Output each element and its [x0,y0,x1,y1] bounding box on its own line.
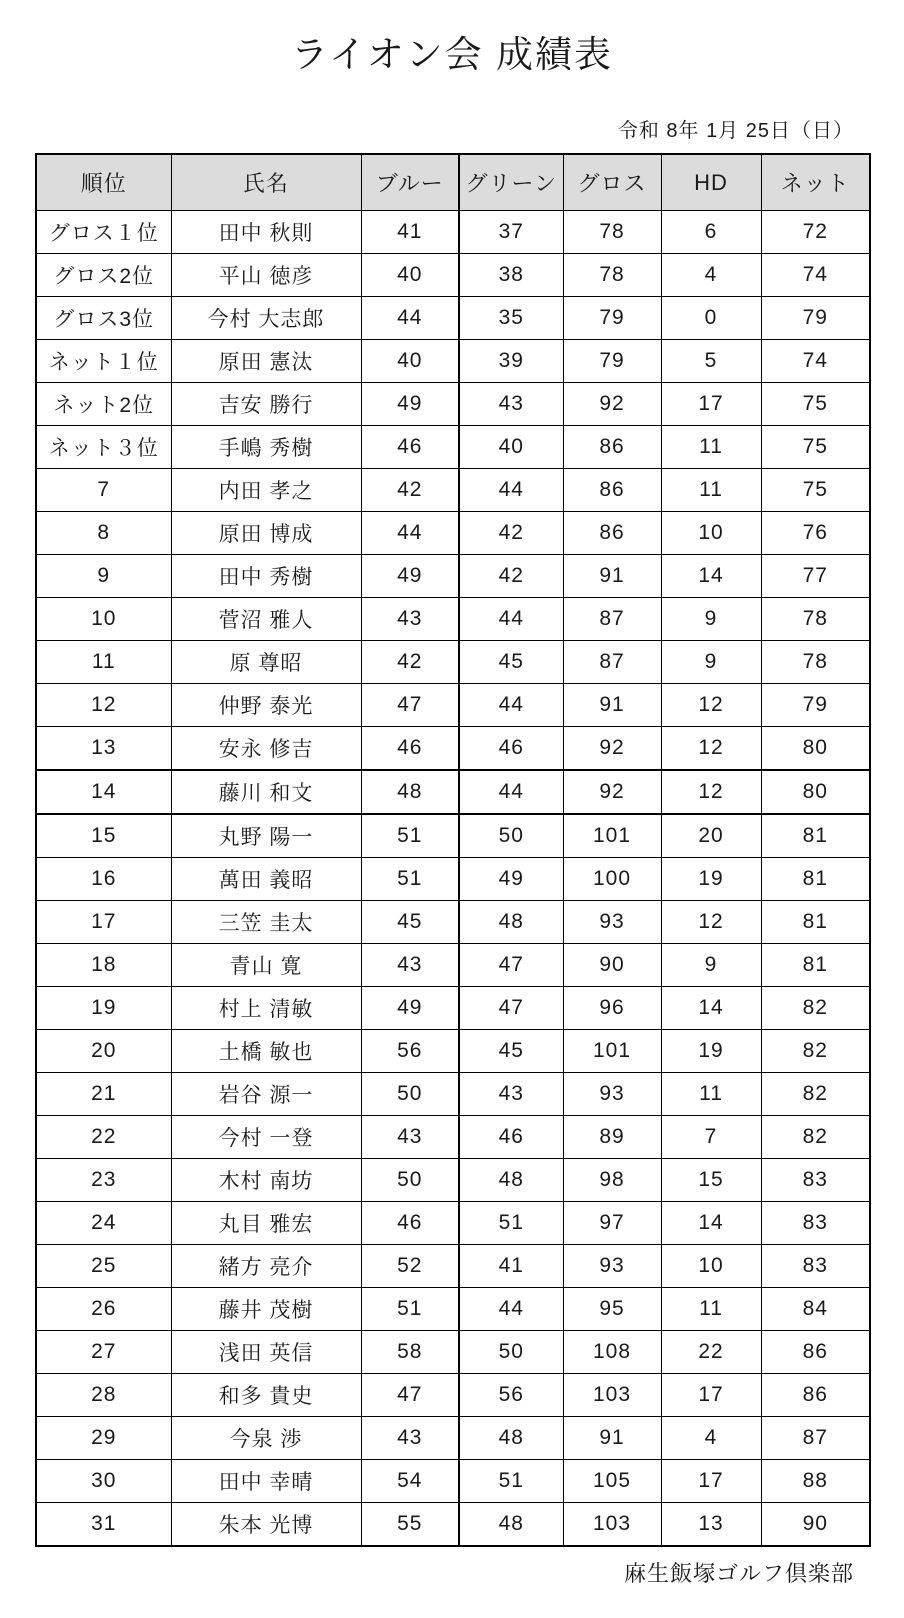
cell-hd: 9 [661,641,761,684]
cell-gross: 100 [563,858,661,901]
cell-gross: 91 [563,1417,661,1460]
table-row [36,641,870,684]
cell-net: 82 [761,1030,870,1073]
cell-hd: 11 [661,469,761,512]
cell-rank: 17 [36,901,171,944]
cell-name: 今村 大志郎 [171,297,361,340]
cell-hd: 9 [661,944,761,987]
cell-gross: 93 [563,901,661,944]
cell-gross: 89 [563,1116,661,1159]
cell-blue: 50 [361,1073,459,1116]
col-header-hd: HD [661,154,761,211]
cell-name: 今泉 渉 [171,1417,361,1460]
col-header-net: ネット [761,154,870,211]
cell-green: 45 [459,1030,563,1073]
cell-hd: 12 [661,770,761,814]
table-row [36,469,870,512]
cell-blue: 49 [361,383,459,426]
table-row [36,770,870,814]
cell-blue: 44 [361,297,459,340]
cell-gross: 78 [563,211,661,254]
page-title: ライオン会 成績表 [290,34,614,75]
cell-rank: ネット３位 [36,426,171,469]
cell-green: 47 [459,944,563,987]
cell-hd: 20 [661,814,761,858]
cell-gross: 87 [563,598,661,641]
cell-green: 44 [459,1288,563,1331]
cell-net: 75 [761,469,870,512]
table-row [36,727,870,771]
cell-net: 78 [761,641,870,684]
cell-rank: 26 [36,1288,171,1331]
col-header-gross: グロス [563,154,661,211]
table-row [36,1331,870,1374]
cell-net: 74 [761,340,870,383]
score-sheet [0,24,904,1588]
cell-gross: 96 [563,987,661,1030]
cell-gross: 86 [563,469,661,512]
table-row [36,1202,870,1245]
cell-hd: 13 [661,1503,761,1547]
table-row [36,1159,870,1202]
table-row [36,1288,870,1331]
cell-green: 35 [459,297,563,340]
cell-blue: 47 [361,1374,459,1417]
cell-blue: 47 [361,684,459,727]
cell-rank: 21 [36,1073,171,1116]
cell-net: 79 [761,297,870,340]
cell-green: 44 [459,684,563,727]
cell-green: 51 [459,1460,563,1503]
cell-hd: 4 [661,254,761,297]
cell-rank: 10 [36,598,171,641]
cell-name: 仲野 泰光 [171,684,361,727]
cell-green: 43 [459,1073,563,1116]
cell-blue: 43 [361,1116,459,1159]
date-line: 令和 8年 1月 25日（日） [617,120,854,142]
cell-hd: 12 [661,901,761,944]
cell-rank: 31 [36,1503,171,1547]
cell-gross: 92 [563,727,661,771]
cell-green: 44 [459,598,563,641]
cell-green: 45 [459,641,563,684]
cell-gross: 103 [563,1374,661,1417]
cell-net: 82 [761,1073,870,1116]
cell-rank: 8 [36,512,171,555]
cell-blue: 43 [361,1417,459,1460]
table-row [36,1460,870,1503]
cell-name: 田中 幸晴 [171,1460,361,1503]
cell-gross: 105 [563,1460,661,1503]
cell-rank: ネット１位 [36,340,171,383]
table-row [36,1503,870,1547]
cell-blue: 42 [361,469,459,512]
cell-hd: 0 [661,297,761,340]
cell-hd: 14 [661,555,761,598]
cell-blue: 43 [361,944,459,987]
cell-hd: 11 [661,426,761,469]
cell-gross: 98 [563,1159,661,1202]
cell-hd: 5 [661,340,761,383]
cell-blue: 55 [361,1503,459,1547]
cell-net: 76 [761,512,870,555]
cell-gross: 101 [563,1030,661,1073]
cell-net: 83 [761,1245,870,1288]
cell-name: 浅田 英信 [171,1331,361,1374]
cell-net: 75 [761,426,870,469]
cell-hd: 11 [661,1073,761,1116]
cell-green: 40 [459,426,563,469]
cell-blue: 46 [361,727,459,771]
cell-name: 丸野 陽一 [171,814,361,858]
col-header-green: グリーン [459,154,563,211]
cell-hd: 17 [661,1460,761,1503]
cell-name: 丸目 雅宏 [171,1202,361,1245]
cell-rank: グロス2位 [36,254,171,297]
table-row [36,254,870,297]
cell-green: 38 [459,254,563,297]
cell-name: 吉安 勝行 [171,383,361,426]
cell-gross: 87 [563,641,661,684]
cell-name: 藤川 和文 [171,770,361,814]
cell-net: 80 [761,770,870,814]
cell-name: 土橋 敏也 [171,1030,361,1073]
cell-net: 86 [761,1331,870,1374]
cell-net: 83 [761,1202,870,1245]
cell-rank: 29 [36,1417,171,1460]
table-row [36,1030,870,1073]
cell-hd: 15 [661,1159,761,1202]
cell-net: 79 [761,684,870,727]
cell-blue: 54 [361,1460,459,1503]
cell-green: 46 [459,727,563,771]
cell-blue: 56 [361,1030,459,1073]
cell-gross: 91 [563,684,661,727]
cell-green: 51 [459,1202,563,1245]
cell-hd: 19 [661,1030,761,1073]
cell-gross: 101 [563,814,661,858]
cell-blue: 40 [361,254,459,297]
cell-blue: 50 [361,1159,459,1202]
cell-green: 42 [459,512,563,555]
table-row [36,1116,870,1159]
cell-hd: 22 [661,1331,761,1374]
cell-net: 78 [761,598,870,641]
score-table [35,153,871,1547]
cell-blue: 51 [361,858,459,901]
cell-hd: 4 [661,1417,761,1460]
cell-rank: 23 [36,1159,171,1202]
table-row [36,340,870,383]
cell-rank: 30 [36,1460,171,1503]
table-row [36,814,870,858]
table-row [36,211,870,254]
table-row [36,512,870,555]
cell-name: 今村 一登 [171,1116,361,1159]
cell-green: 47 [459,987,563,1030]
cell-gross: 79 [563,340,661,383]
cell-rank: 15 [36,814,171,858]
cell-blue: 41 [361,211,459,254]
cell-rank: 28 [36,1374,171,1417]
cell-blue: 46 [361,426,459,469]
cell-name: 緒方 亮介 [171,1245,361,1288]
cell-gross: 91 [563,555,661,598]
cell-net: 75 [761,383,870,426]
cell-blue: 52 [361,1245,459,1288]
table-row [36,1073,870,1116]
table-row [36,944,870,987]
cell-blue: 48 [361,770,459,814]
header-row [36,154,870,211]
cell-name: 青山 寛 [171,944,361,987]
cell-net: 82 [761,1116,870,1159]
cell-green: 49 [459,858,563,901]
cell-hd: 9 [661,598,761,641]
cell-name: 平山 徳彦 [171,254,361,297]
cell-green: 43 [459,383,563,426]
cell-rank: グロス１位 [36,211,171,254]
cell-net: 82 [761,987,870,1030]
cell-name: 田中 秋則 [171,211,361,254]
cell-gross: 93 [563,1073,661,1116]
cell-gross: 79 [563,297,661,340]
cell-rank: 22 [36,1116,171,1159]
table-row [36,987,870,1030]
table-row [36,297,870,340]
cell-green: 42 [459,555,563,598]
cell-rank: 27 [36,1331,171,1374]
cell-net: 84 [761,1288,870,1331]
cell-name: 原 尊昭 [171,641,361,684]
cell-gross: 92 [563,770,661,814]
cell-name: 和多 貴史 [171,1374,361,1417]
cell-name: 三笠 圭太 [171,901,361,944]
footer-club-name: 麻生飯塚ゴルフ倶楽部 [623,1561,854,1586]
cell-net: 81 [761,858,870,901]
cell-blue: 58 [361,1331,459,1374]
table-row [36,383,870,426]
cell-name: 萬田 義昭 [171,858,361,901]
cell-name: 朱本 光博 [171,1503,361,1547]
cell-blue: 51 [361,1288,459,1331]
cell-blue: 40 [361,340,459,383]
cell-green: 50 [459,814,563,858]
cell-green: 48 [459,1417,563,1460]
cell-hd: 14 [661,1202,761,1245]
cell-green: 48 [459,901,563,944]
cell-name: 木村 南坊 [171,1159,361,1202]
cell-name: 安永 修吉 [171,727,361,771]
cell-net: 77 [761,555,870,598]
cell-name: 藤井 茂樹 [171,1288,361,1331]
cell-gross: 97 [563,1202,661,1245]
cell-green: 41 [459,1245,563,1288]
cell-gross: 90 [563,944,661,987]
table-row [36,1417,870,1460]
cell-green: 48 [459,1159,563,1202]
cell-hd: 14 [661,987,761,1030]
cell-gross: 78 [563,254,661,297]
cell-net: 81 [761,944,870,987]
cell-blue: 49 [361,555,459,598]
cell-net: 72 [761,211,870,254]
table-row [36,598,870,641]
cell-gross: 92 [563,383,661,426]
cell-hd: 17 [661,1374,761,1417]
table-row [36,426,870,469]
cell-hd: 19 [661,858,761,901]
cell-rank: 20 [36,1030,171,1073]
cell-blue: 51 [361,814,459,858]
cell-hd: 10 [661,1245,761,1288]
cell-rank: 19 [36,987,171,1030]
cell-gross: 103 [563,1503,661,1547]
cell-green: 56 [459,1374,563,1417]
cell-rank: 16 [36,858,171,901]
cell-green: 44 [459,770,563,814]
cell-hd: 7 [661,1116,761,1159]
cell-name: 菅沼 雅人 [171,598,361,641]
cell-rank: ネット2位 [36,383,171,426]
cell-name: 原田 憲汰 [171,340,361,383]
cell-hd: 10 [661,512,761,555]
score-table-body [36,211,870,1547]
table-row [36,858,870,901]
cell-name: 田中 秀樹 [171,555,361,598]
cell-net: 81 [761,814,870,858]
cell-hd: 11 [661,1288,761,1331]
cell-gross: 108 [563,1331,661,1374]
cell-name: 原田 博成 [171,512,361,555]
cell-name: 内田 孝之 [171,469,361,512]
cell-blue: 45 [361,901,459,944]
cell-rank: 13 [36,727,171,771]
table-row [36,1374,870,1417]
cell-rank: グロス3位 [36,297,171,340]
cell-blue: 42 [361,641,459,684]
cell-net: 86 [761,1374,870,1417]
cell-name: 手嶋 秀樹 [171,426,361,469]
table-row [36,684,870,727]
cell-blue: 46 [361,1202,459,1245]
cell-rank: 14 [36,770,171,814]
cell-rank: 25 [36,1245,171,1288]
cell-green: 44 [459,469,563,512]
cell-gross: 95 [563,1288,661,1331]
cell-gross: 86 [563,512,661,555]
col-header-rank: 順位 [36,154,171,211]
cell-net: 90 [761,1503,870,1547]
cell-green: 50 [459,1331,563,1374]
cell-rank: 12 [36,684,171,727]
cell-green: 46 [459,1116,563,1159]
cell-rank: 9 [36,555,171,598]
cell-blue: 43 [361,598,459,641]
cell-hd: 12 [661,684,761,727]
cell-gross: 93 [563,1245,661,1288]
table-row [36,901,870,944]
col-header-name: 氏名 [171,154,361,211]
cell-net: 87 [761,1417,870,1460]
col-header-blue: ブルー [361,154,459,211]
cell-name: 岩谷 源一 [171,1073,361,1116]
cell-rank: 11 [36,641,171,684]
cell-rank: 18 [36,944,171,987]
cell-hd: 6 [661,211,761,254]
table-row [36,1245,870,1288]
cell-green: 37 [459,211,563,254]
cell-net: 80 [761,727,870,771]
cell-net: 83 [761,1159,870,1202]
cell-hd: 17 [661,383,761,426]
cell-green: 48 [459,1503,563,1547]
cell-blue: 44 [361,512,459,555]
cell-hd: 12 [661,727,761,771]
cell-gross: 86 [563,426,661,469]
cell-blue: 49 [361,987,459,1030]
cell-rank: 7 [36,469,171,512]
cell-net: 81 [761,901,870,944]
cell-net: 88 [761,1460,870,1503]
cell-net: 74 [761,254,870,297]
cell-rank: 24 [36,1202,171,1245]
table-row [36,555,870,598]
cell-name: 村上 清敏 [171,987,361,1030]
cell-green: 39 [459,340,563,383]
